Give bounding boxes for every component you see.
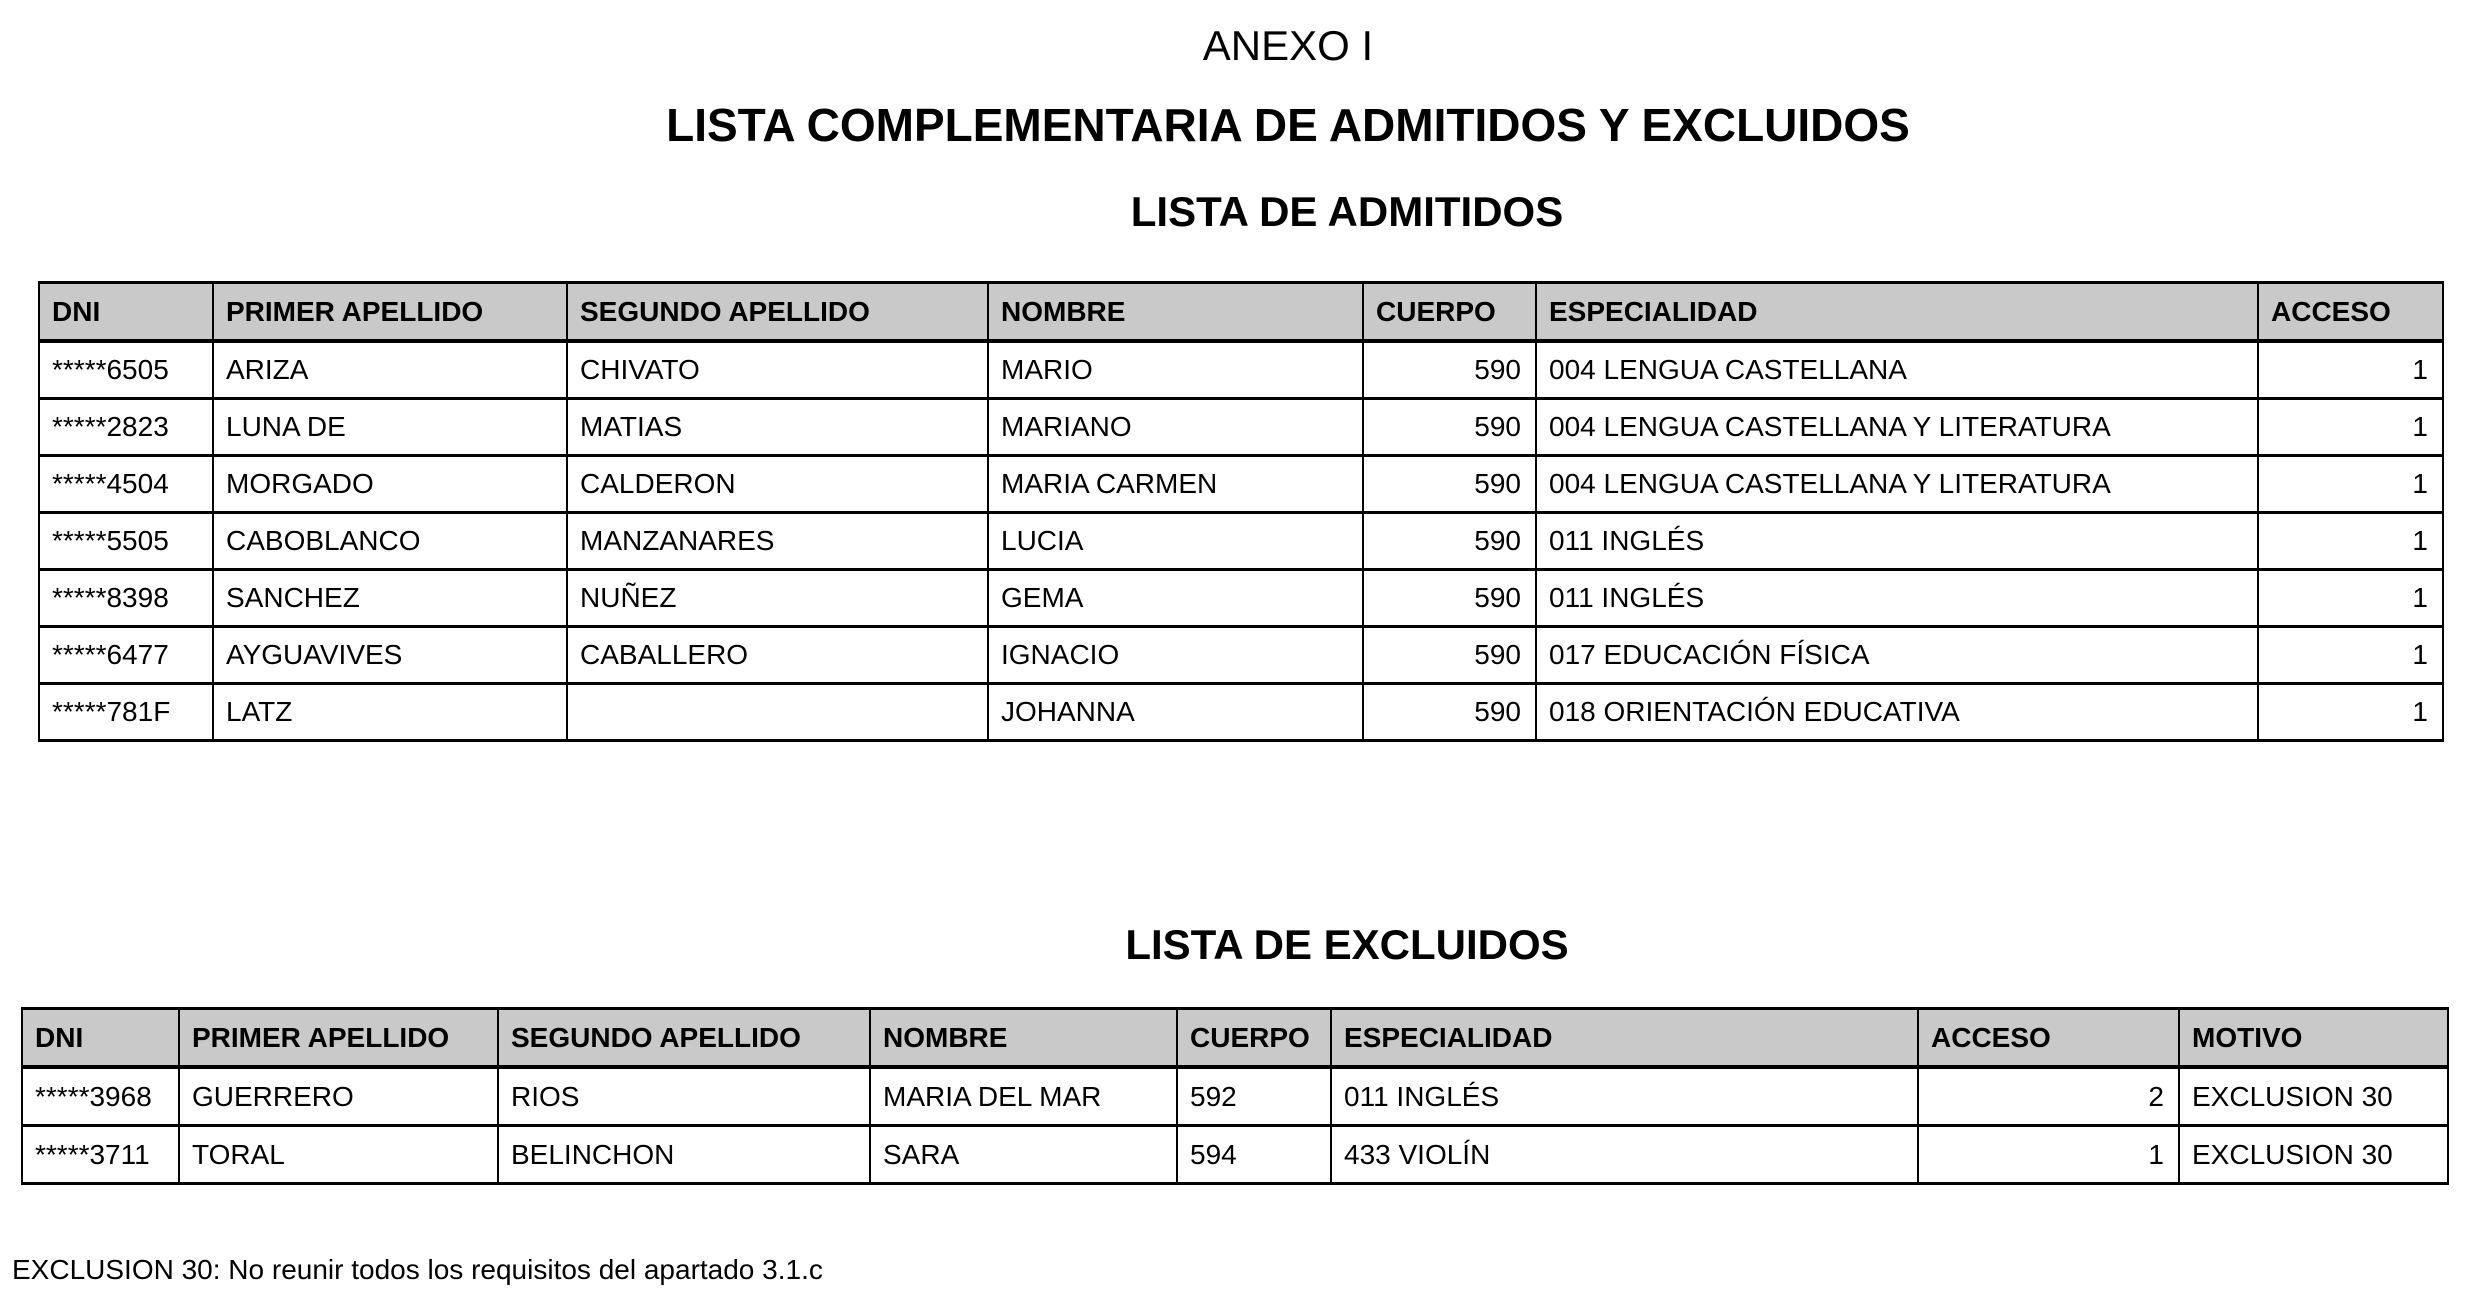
table-cell: *****3968 [22, 1067, 179, 1126]
table-cell: 018 ORIENTACIÓN EDUCATIVA [1536, 684, 2258, 741]
admitted-table-body [39, 341, 2443, 741]
table-row [39, 684, 2443, 741]
table-cell: GEMA [988, 570, 1363, 627]
table-cell: 1 [2258, 684, 2443, 741]
table-row [22, 1126, 2448, 1184]
admitted-table-header [39, 283, 2443, 342]
table-cell: 1 [2258, 570, 2443, 627]
table-cell: MARIO [988, 341, 1363, 399]
table-cell: MATIAS [567, 399, 988, 456]
table-cell: *****6505 [39, 341, 213, 399]
table-cell: EXCLUSION 30 [2179, 1067, 2448, 1126]
excluded-section-title: LISTA DE EXCLUIDOS [1125, 921, 1569, 968]
table-cell: 1 [2258, 341, 2443, 399]
table-cell: 1 [2258, 627, 2443, 684]
table-cell: MARIA DEL MAR [870, 1067, 1177, 1126]
table-row [39, 399, 2443, 456]
excluded-table [21, 1007, 2449, 1185]
table-cell: 1 [1918, 1126, 2179, 1184]
table-cell: 433 VIOLÍN [1331, 1126, 1918, 1184]
table-cell: LUNA DE [213, 399, 567, 456]
column-header: ESPECIALIDAD [1536, 283, 2258, 342]
table-cell: 1 [2258, 513, 2443, 570]
table-cell: 004 LENGUA CASTELLANA Y LITERATURA [1536, 456, 2258, 513]
exclusion-reason-note: EXCLUSION 30: No reunir todos los requisitos del apartado 3.1.c [12, 1254, 823, 1285]
table-cell: 590 [1363, 570, 1536, 627]
excluded-table-header [22, 1009, 2448, 1068]
table-cell: GUERRERO [179, 1067, 498, 1126]
column-header: CUERPO [1363, 283, 1536, 342]
table-cell: SARA [870, 1126, 1177, 1184]
table-row [39, 570, 2443, 627]
table-cell: 590 [1363, 684, 1536, 741]
table-cell: *****781F [39, 684, 213, 741]
table-cell: NUÑEZ [567, 570, 988, 627]
column-header: NOMBRE [870, 1009, 1177, 1068]
table-cell: CHIVATO [567, 341, 988, 399]
table-cell: 590 [1363, 456, 1536, 513]
table-cell: LATZ [213, 684, 567, 741]
admitted-section-title: LISTA DE ADMITIDOS [1130, 188, 1564, 235]
table-cell: 011 INGLÉS [1331, 1067, 1918, 1126]
table-cell: 004 LENGUA CASTELLANA Y LITERATURA [1536, 399, 2258, 456]
table-cell: MARIA CARMEN [988, 456, 1363, 513]
table-cell: 590 [1363, 513, 1536, 570]
table-row [39, 513, 2443, 570]
table-row [39, 456, 2443, 513]
table-cell: 1 [2258, 456, 2443, 513]
table-cell: *****3711 [22, 1126, 179, 1184]
table-cell: 590 [1363, 341, 1536, 399]
table-cell: MARIANO [988, 399, 1363, 456]
document-subtitle: LISTA COMPLEMENTARIA DE ADMITIDOS Y EXCLUIDOS [666, 99, 1910, 151]
table-cell: 590 [1363, 627, 1536, 684]
table-cell: 011 INGLÉS [1536, 513, 2258, 570]
table-cell: AYGUAVIVES [213, 627, 567, 684]
column-header: SEGUNDO APELLIDO [567, 283, 988, 342]
column-header: SEGUNDO APELLIDO [498, 1009, 870, 1068]
header-row [22, 1009, 2448, 1068]
table-cell: 011 INGLÉS [1536, 570, 2258, 627]
table-cell: CABALLERO [567, 627, 988, 684]
table-row [39, 627, 2443, 684]
table-cell: BELINCHON [498, 1126, 870, 1184]
table-cell: SANCHEZ [213, 570, 567, 627]
column-header: DNI [22, 1009, 179, 1068]
table-row [22, 1067, 2448, 1126]
table-cell: *****6477 [39, 627, 213, 684]
table-cell: 594 [1177, 1126, 1331, 1184]
table-cell: 1 [2258, 399, 2443, 456]
table-cell: *****2823 [39, 399, 213, 456]
table-cell: RIOS [498, 1067, 870, 1126]
table-cell: ARIZA [213, 341, 567, 399]
table-cell: 590 [1363, 399, 1536, 456]
table-cell: MORGADO [213, 456, 567, 513]
table-cell: 017 EDUCACIÓN FÍSICA [1536, 627, 2258, 684]
column-header: DNI [39, 283, 213, 342]
column-header: NOMBRE [988, 283, 1363, 342]
table-cell: *****4504 [39, 456, 213, 513]
table-row [39, 341, 2443, 399]
column-header: ESPECIALIDAD [1331, 1009, 1918, 1068]
column-header: MOTIVO [2179, 1009, 2448, 1068]
annex-title: ANEXO I [1202, 22, 1374, 69]
table-cell: TORAL [179, 1126, 498, 1184]
table-cell: MANZANARES [567, 513, 988, 570]
column-header: CUERPO [1177, 1009, 1331, 1068]
table-cell: EXCLUSION 30 [2179, 1126, 2448, 1184]
header-row [39, 283, 2443, 342]
table-cell: *****5505 [39, 513, 213, 570]
excluded-table-body [22, 1067, 2448, 1184]
table-cell: *****8398 [39, 570, 213, 627]
table-cell: 592 [1177, 1067, 1331, 1126]
table-cell [567, 684, 988, 741]
table-cell: 2 [1918, 1067, 2179, 1126]
column-header: PRIMER APELLIDO [179, 1009, 498, 1068]
column-header: ACCESO [2258, 283, 2443, 342]
table-cell: JOHANNA [988, 684, 1363, 741]
table-cell: 004 LENGUA CASTELLANA [1536, 341, 2258, 399]
column-header: ACCESO [1918, 1009, 2179, 1068]
table-cell: IGNACIO [988, 627, 1363, 684]
admitted-table [38, 281, 2444, 742]
table-cell: CALDERON [567, 456, 988, 513]
table-cell: CABOBLANCO [213, 513, 567, 570]
table-cell: LUCIA [988, 513, 1363, 570]
column-header: PRIMER APELLIDO [213, 283, 567, 342]
